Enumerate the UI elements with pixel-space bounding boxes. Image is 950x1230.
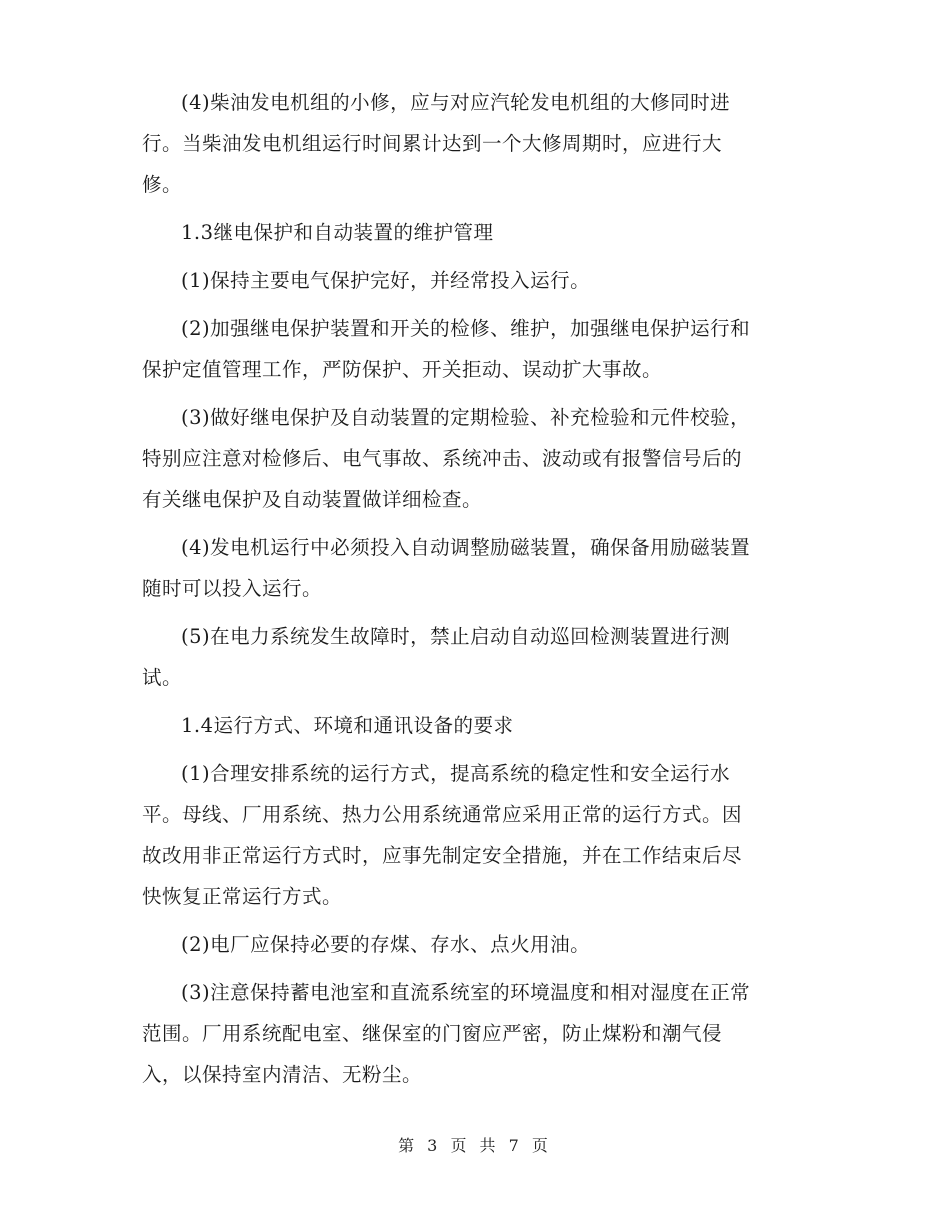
- text-line: 入，以保持室内清洁、无粉尘。: [142, 1063, 423, 1086]
- text-line: 快恢复正常运行方式。: [142, 885, 343, 908]
- paragraph: [142, 753, 812, 917]
- paragraph: [142, 924, 812, 965]
- paragraph: [142, 972, 812, 1095]
- text-line: (1)保持主要电气保护完好，并经常投入运行。: [181, 269, 591, 292]
- text-line: 1.3继电保护和自动装置的维护管理: [181, 221, 494, 244]
- text-line: 1.4运行方式、环境和通讯设备的要求: [181, 714, 514, 737]
- paragraph: [142, 397, 812, 520]
- text-line: 特别应注意对检修后、电气事故、系统冲击、波动或有报警信号后的: [142, 447, 743, 470]
- page-footer: 第 3 页 共 7 页: [398, 1136, 552, 1155]
- paragraph: [142, 260, 812, 301]
- text-line: (4)发电机运行中必须投入自动调整励磁装置，确保备用励磁装置: [181, 536, 751, 559]
- document-body: [142, 82, 812, 1102]
- text-line: (3)注意保持蓄电池室和直流系统室的环境温度和相对湿度在正常: [181, 981, 751, 1004]
- paragraph: [142, 82, 812, 205]
- text-line: 修。: [142, 173, 183, 196]
- text-line: 保护定值管理工作，严防保护、开关拒动、误动扩大事故。: [142, 358, 663, 381]
- text-line: (1)合理安排系统的运行方式，提高系统的稳定性和安全运行水: [181, 762, 731, 785]
- section-heading: [142, 212, 812, 253]
- text-line: (4)柴油发电机组的小修，应与对应汽轮发电机组的大修同时进: [181, 91, 731, 114]
- text-line: 平。母线、厂用系统、热力公用系统通常应采用正常的运行方式。因: [142, 803, 743, 826]
- text-line: 试。: [142, 666, 183, 689]
- text-line: 范围。厂用系统配电室、继保室的门窗应严密，防止煤粉和潮气侵: [142, 1022, 723, 1045]
- paragraph: [142, 616, 812, 698]
- text-line: 有关继电保护及自动装置做详细检查。: [142, 488, 483, 511]
- text-line: (3)做好继电保护及自动装置的定期检验、补充检验和元件校验，: [181, 406, 751, 429]
- paragraph: [142, 308, 812, 390]
- text-line: (5)在电力系统发生故障时，禁止启动自动巡回检测装置进行测: [181, 625, 731, 648]
- section-heading: [142, 705, 812, 746]
- text-line: 故改用非正常运行方式时，应事先制定安全措施，并在工作结束后尽: [142, 844, 743, 867]
- text-line: (2)加强继电保护装置和开关的检修、维护，加强继电保护运行和: [181, 317, 751, 340]
- paragraph: [142, 527, 812, 609]
- text-line: (2)电厂应保持必要的存煤、存水、点火用油。: [181, 933, 591, 956]
- text-line: 行。当柴油发电机组运行时间累计达到一个大修周期时，应进行大: [142, 132, 723, 155]
- text-line: 随时可以投入运行。: [142, 577, 323, 600]
